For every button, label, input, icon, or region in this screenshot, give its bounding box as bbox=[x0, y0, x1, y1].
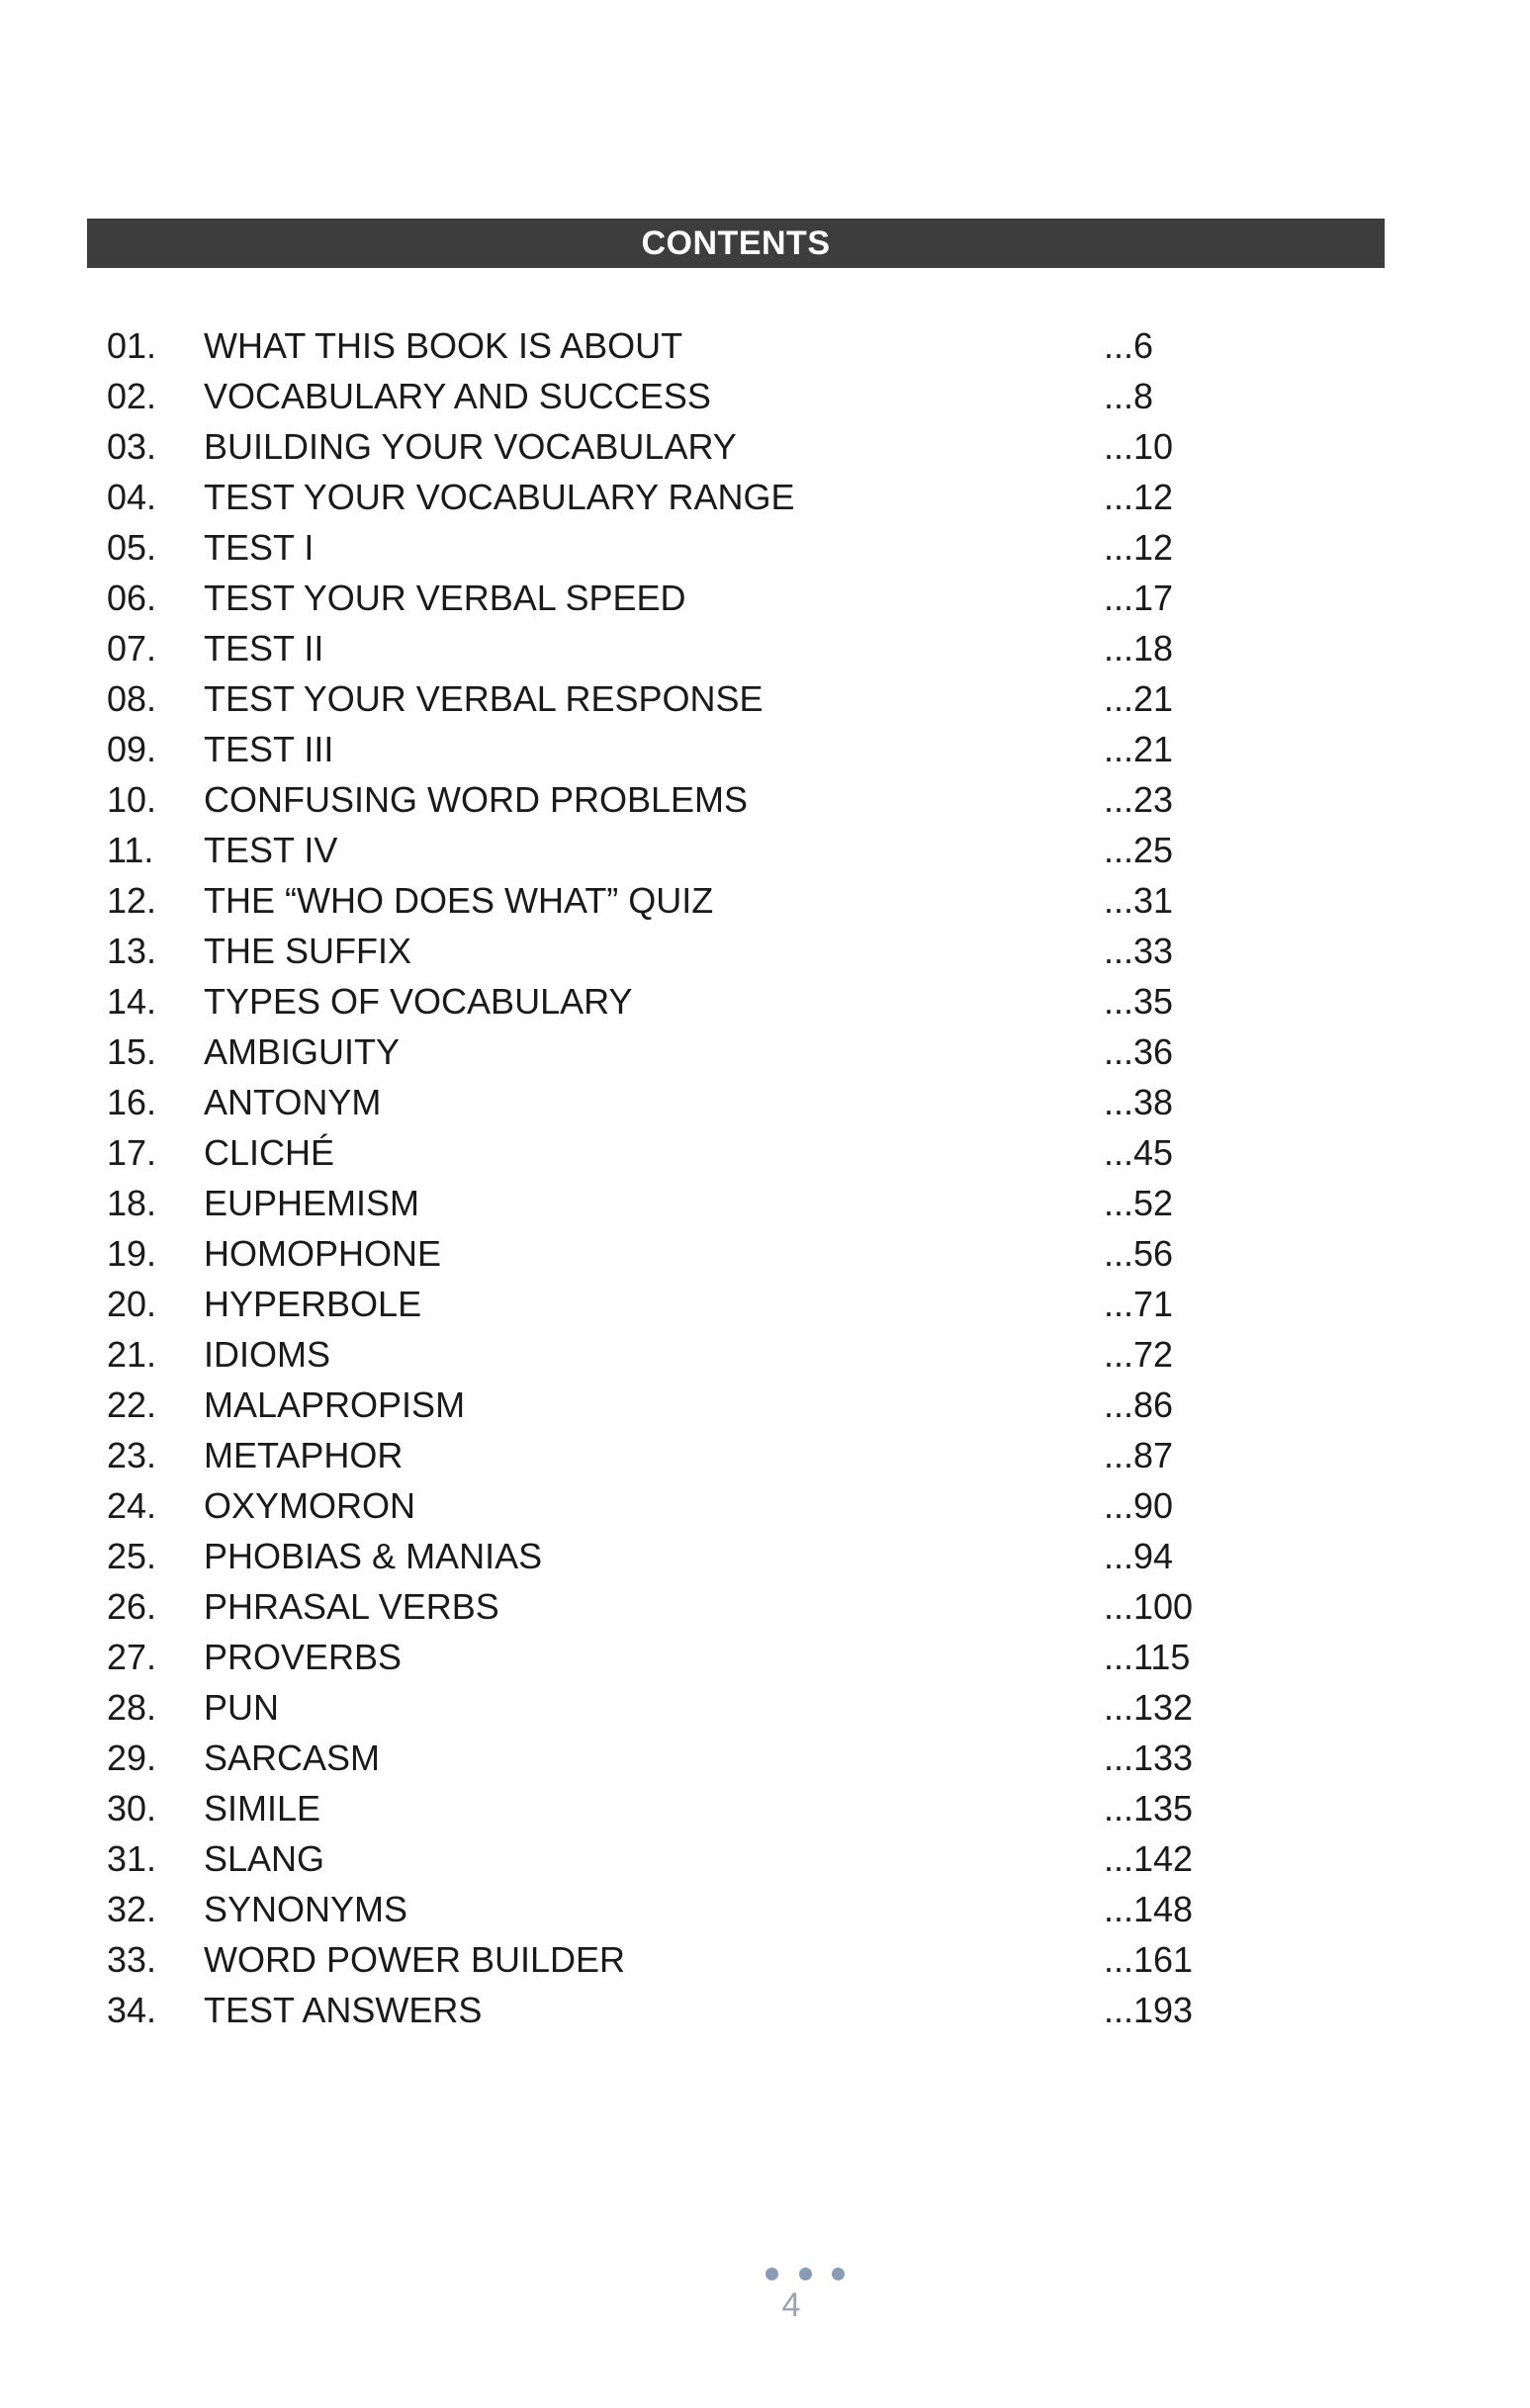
toc-entry-number: 12. bbox=[107, 880, 157, 921]
toc-entry-page: ...132 bbox=[1104, 1687, 1194, 1728]
toc-entry-page: ...31 bbox=[1104, 880, 1174, 921]
toc-entry bbox=[0, 421, 1530, 472]
dot-icon bbox=[765, 2268, 778, 2280]
toc-entry-number: 33. bbox=[107, 1939, 157, 1980]
toc-entry bbox=[0, 1279, 1530, 1329]
toc-entry-number: 02. bbox=[107, 376, 157, 416]
toc-entry-title: ANTONYM bbox=[204, 1082, 382, 1122]
toc-entry-title: MALAPROPISM bbox=[204, 1384, 466, 1425]
toc-entry-title: TEST YOUR VERBAL SPEED bbox=[204, 578, 686, 618]
toc-entry-title: BUILDING YOUR VOCABULARY bbox=[204, 426, 737, 467]
toc-entry bbox=[0, 1228, 1530, 1279]
toc-entry-page: ...193 bbox=[1104, 1990, 1194, 2030]
toc-entry bbox=[0, 573, 1530, 623]
toc-entry-title: EUPHEMISM bbox=[204, 1183, 420, 1223]
toc-entry bbox=[0, 976, 1530, 1026]
toc-entry-title: SARCASM bbox=[204, 1738, 381, 1778]
toc-entry-page: ...87 bbox=[1104, 1435, 1174, 1475]
toc-entry-title: PROVERBS bbox=[204, 1637, 403, 1677]
toc-entry-page: ...71 bbox=[1104, 1284, 1174, 1324]
toc-entry-number: 21. bbox=[107, 1334, 157, 1375]
toc-entry-page: ...86 bbox=[1104, 1384, 1174, 1425]
toc-entry-title: PHOBIAS & MANIAS bbox=[204, 1536, 543, 1576]
toc-entry-page: ...10 bbox=[1104, 426, 1174, 467]
toc-entry bbox=[0, 1480, 1530, 1531]
toc-entry-title: CLICHÉ bbox=[204, 1132, 335, 1173]
toc-entry-page: ...115 bbox=[1104, 1637, 1191, 1677]
toc-entry-number: 18. bbox=[107, 1183, 157, 1223]
toc-entry-title: AMBIGUITY bbox=[204, 1031, 401, 1072]
toc-entry-number: 27. bbox=[107, 1637, 157, 1677]
toc-entry-number: 24. bbox=[107, 1485, 157, 1526]
toc-entry-title: TEST III bbox=[204, 729, 334, 769]
toc-entry-title: HYPERBOLE bbox=[204, 1284, 422, 1324]
toc-entry-page: ...18 bbox=[1104, 628, 1174, 669]
toc-entry-number: 17. bbox=[107, 1132, 157, 1173]
toc-entry-number: 10. bbox=[107, 779, 157, 820]
toc-entry-number: 09. bbox=[107, 729, 157, 769]
toc-entry-title: TEST ANSWERS bbox=[204, 1990, 483, 2030]
toc-entry-number: 31. bbox=[107, 1838, 157, 1879]
toc-entry bbox=[0, 472, 1530, 522]
toc-entry bbox=[0, 774, 1530, 825]
toc-entry-number: 08. bbox=[107, 678, 157, 719]
toc-entry-page: ...135 bbox=[1104, 1788, 1194, 1828]
toc-entry bbox=[0, 1632, 1530, 1682]
toc-entry-number: 01. bbox=[107, 325, 157, 366]
toc-entry-number: 13. bbox=[107, 931, 157, 971]
toc-entry-page: ...148 bbox=[1104, 1889, 1194, 1929]
toc-entry-title: SYNONYMS bbox=[204, 1889, 408, 1929]
table-of-contents bbox=[0, 320, 1530, 2035]
toc-entry bbox=[0, 1430, 1530, 1480]
toc-entry-number: 05. bbox=[107, 527, 157, 568]
toc-entry-title: SIMILE bbox=[204, 1788, 321, 1828]
toc-entry bbox=[0, 1985, 1530, 2035]
toc-entry-page: ...21 bbox=[1104, 678, 1174, 719]
toc-entry bbox=[0, 1733, 1530, 1783]
footer-dots-ornament bbox=[765, 2268, 845, 2283]
toc-entry bbox=[0, 1833, 1530, 1884]
toc-entry-page: ...72 bbox=[1104, 1334, 1174, 1375]
toc-entry-page: ...142 bbox=[1104, 1838, 1194, 1879]
toc-entry bbox=[0, 1884, 1530, 1934]
toc-entry bbox=[0, 1178, 1530, 1228]
toc-entry-page: ...45 bbox=[1104, 1132, 1174, 1173]
toc-entry-number: 03. bbox=[107, 426, 157, 467]
toc-entry-title: METAPHOR bbox=[204, 1435, 404, 1475]
toc-entry-title: TYPES OF VOCABULARY bbox=[204, 981, 633, 1022]
toc-entry-number: 32. bbox=[107, 1889, 157, 1929]
toc-entry-number: 11. bbox=[107, 830, 154, 870]
toc-entry-number: 04. bbox=[107, 477, 157, 517]
toc-entry-title: THE “WHO DOES WHAT” QUIZ bbox=[204, 880, 714, 921]
toc-entry-number: 20. bbox=[107, 1284, 157, 1324]
toc-entry-page: ...133 bbox=[1104, 1738, 1194, 1778]
toc-entry-title: PUN bbox=[204, 1687, 280, 1728]
toc-entry-title: IDIOMS bbox=[204, 1334, 331, 1375]
toc-entry-title: OXYMORON bbox=[204, 1485, 416, 1526]
toc-entry bbox=[0, 1531, 1530, 1581]
toc-entry-number: 16. bbox=[107, 1082, 157, 1122]
toc-entry bbox=[0, 1127, 1530, 1178]
toc-entry-title: TEST YOUR VERBAL RESPONSE bbox=[204, 678, 764, 719]
toc-entry-number: 06. bbox=[107, 578, 157, 618]
toc-entry-title: WORD POWER BUILDER bbox=[204, 1939, 626, 1980]
toc-entry-title: TEST YOUR VOCABULARY RANGE bbox=[204, 477, 795, 517]
toc-entry-number: 23. bbox=[107, 1435, 157, 1475]
toc-entry-page: ...94 bbox=[1104, 1536, 1174, 1576]
contents-heading: CONTENTS bbox=[87, 219, 1385, 268]
toc-entry-title: THE SUFFIX bbox=[204, 931, 412, 971]
toc-entry bbox=[0, 1783, 1530, 1833]
toc-entry-title: TEST II bbox=[204, 628, 324, 669]
toc-entry bbox=[0, 1380, 1530, 1430]
toc-entry-page: ...33 bbox=[1104, 931, 1174, 971]
toc-entry-number: 15. bbox=[107, 1031, 157, 1072]
toc-entry-title: TEST IV bbox=[204, 830, 338, 870]
toc-entry bbox=[0, 623, 1530, 673]
toc-entry bbox=[0, 673, 1530, 724]
toc-entry-page: ...12 bbox=[1104, 477, 1174, 517]
page-number: 4 bbox=[781, 2286, 801, 2324]
toc-entry-page: ...35 bbox=[1104, 981, 1174, 1022]
toc-entry-title: HOMOPHONE bbox=[204, 1233, 442, 1274]
toc-entry bbox=[0, 320, 1530, 371]
toc-entry-title: VOCABULARY AND SUCCESS bbox=[204, 376, 711, 416]
toc-entry-number: 26. bbox=[107, 1586, 157, 1627]
toc-entry-title: PHRASAL VERBS bbox=[204, 1586, 499, 1627]
toc-entry-page: ...38 bbox=[1104, 1082, 1174, 1122]
toc-entry-page: ...161 bbox=[1104, 1939, 1194, 1980]
toc-entry bbox=[0, 522, 1530, 573]
toc-entry-number: 29. bbox=[107, 1738, 157, 1778]
toc-entry-page: ...8 bbox=[1104, 376, 1154, 416]
toc-entry-page: ...12 bbox=[1104, 527, 1174, 568]
toc-entry-number: 07. bbox=[107, 628, 157, 669]
toc-entry-page: ...56 bbox=[1104, 1233, 1174, 1274]
toc-entry-page: ...21 bbox=[1104, 729, 1174, 769]
toc-entry-number: 22. bbox=[107, 1384, 157, 1425]
toc-entry-number: 14. bbox=[107, 981, 157, 1022]
toc-entry-number: 19. bbox=[107, 1233, 157, 1274]
toc-entry bbox=[0, 1682, 1530, 1733]
toc-entry-page: ...52 bbox=[1104, 1183, 1174, 1223]
toc-entry-page: ...6 bbox=[1104, 325, 1154, 366]
toc-entry-page: ...100 bbox=[1104, 1586, 1194, 1627]
toc-entry bbox=[0, 1581, 1530, 1632]
toc-entry bbox=[0, 1934, 1530, 1985]
toc-entry-number: 30. bbox=[107, 1788, 157, 1828]
toc-entry bbox=[0, 371, 1530, 421]
toc-entry-number: 28. bbox=[107, 1687, 157, 1728]
toc-entry-title: CONFUSING WORD PROBLEMS bbox=[204, 779, 749, 820]
toc-entry-title: SLANG bbox=[204, 1838, 325, 1879]
toc-entry-page: ...36 bbox=[1104, 1031, 1174, 1072]
toc-entry-title: TEST I bbox=[204, 527, 315, 568]
toc-entry-page: ...25 bbox=[1104, 830, 1174, 870]
dot-icon bbox=[832, 2268, 845, 2280]
toc-entry bbox=[0, 825, 1530, 875]
toc-entry-number: 34. bbox=[107, 1990, 157, 2030]
toc-entry bbox=[0, 724, 1530, 774]
toc-entry-page: ...23 bbox=[1104, 779, 1174, 820]
toc-entry-page: ...90 bbox=[1104, 1485, 1174, 1526]
toc-entry-number: 25. bbox=[107, 1536, 157, 1576]
toc-entry bbox=[0, 1329, 1530, 1380]
toc-entry bbox=[0, 875, 1530, 926]
toc-entry bbox=[0, 1026, 1530, 1077]
dot-icon bbox=[799, 2268, 812, 2280]
toc-entry bbox=[0, 926, 1530, 976]
toc-entry-page: ...17 bbox=[1104, 578, 1174, 618]
toc-entry-title: WHAT THIS BOOK IS ABOUT bbox=[204, 325, 683, 366]
toc-entry bbox=[0, 1077, 1530, 1127]
